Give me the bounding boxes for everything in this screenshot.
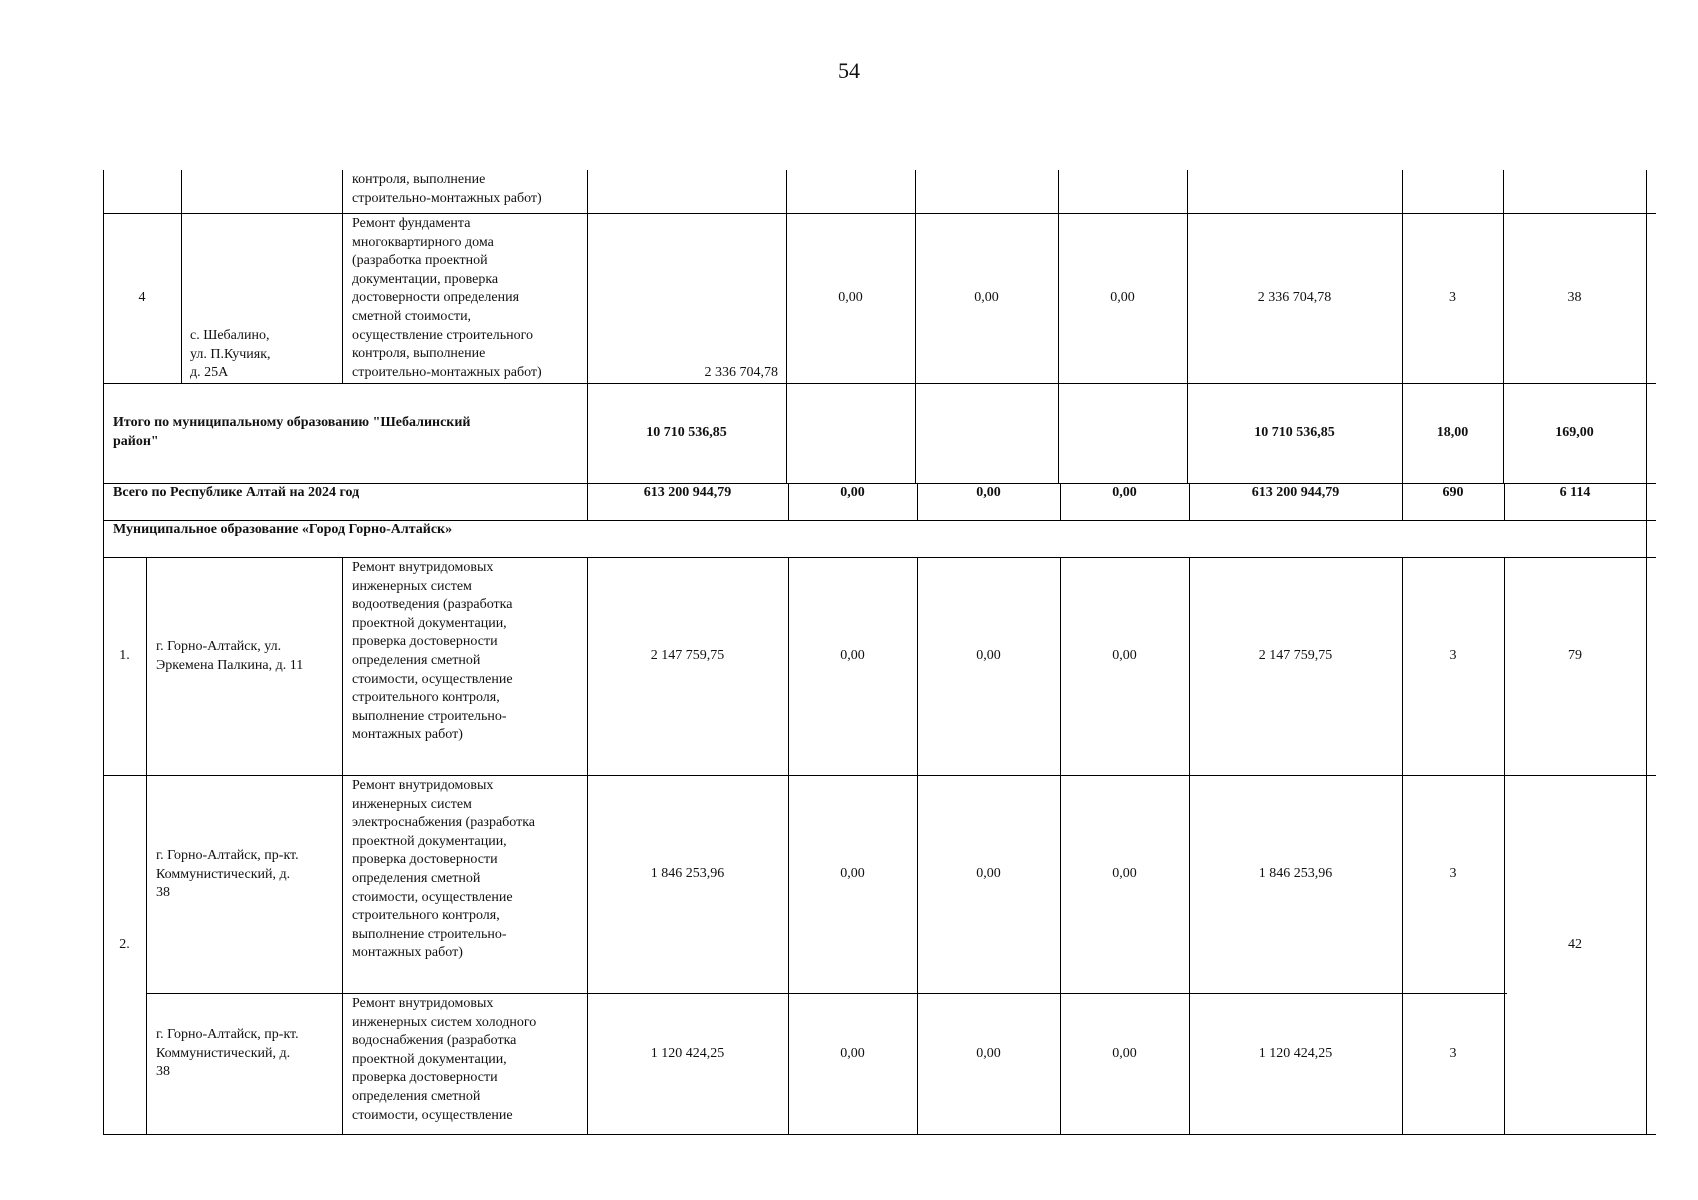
col-border: [103, 520, 104, 557]
col-border: [103, 483, 104, 520]
local-amount: 0,00: [1112, 1046, 1137, 1061]
fund-amount: 0,00: [840, 1046, 865, 1061]
grand-total-local: 0,00: [1112, 485, 1137, 500]
subtotal-term: 169,00: [1555, 425, 1594, 440]
row-border: [103, 383, 1656, 384]
work-description: контроля, выполнение строительно-монтажных работ): [352, 172, 542, 206]
republic-amount: 0,00: [974, 290, 999, 305]
col-border: [915, 170, 916, 483]
owners-amount: 2 147 759,75: [1258, 648, 1333, 663]
term-value: 38: [1567, 290, 1582, 305]
row-border: [103, 775, 1656, 776]
fund-amount: 0,00: [838, 290, 863, 305]
grand-total-cost: 613 200 944,79: [643, 485, 732, 500]
col-border: [103, 170, 104, 483]
row-border: [103, 557, 1656, 558]
work-description: Ремонт внутридомовых инженерных систем водоотведения (разработка проектной документации, проверка достоверности определения сметной стоимости, осуществление строительного контроля, выполнение строительно- монтажных работ): [352, 560, 513, 743]
municipality-heading: Муниципальное образование «Город Горно-Алтайск»: [113, 522, 453, 537]
table-bottom-border: [103, 1134, 1656, 1135]
address: г. Горно-Алтайск, пр-кт. Коммунистический, д. 38: [156, 848, 299, 901]
grand-total-label: Всего по Республике Алтай на 2024 год: [113, 485, 360, 500]
republic-amount: 0,00: [976, 1046, 1001, 1061]
term-value: 42: [1568, 937, 1582, 952]
term-value: 79: [1568, 648, 1582, 663]
address: г. Горно-Алтайск, пр-кт. Коммунистический, д. 38: [156, 1027, 299, 1080]
republic-amount: 0,00: [976, 648, 1001, 663]
work-description: Ремонт внутридомовых инженерных систем электроснабжения (разработка проектной документации, проверка достоверности определения сметной стоимости, осуществление строительного контроля, выполнение строительно- монтажных работ): [352, 778, 536, 961]
subtotal-total: 10 710 536,85: [646, 425, 727, 440]
local-amount: 0,00: [1112, 866, 1137, 881]
col-border: [342, 170, 343, 383]
total-cost: 2 336 704,78: [704, 365, 778, 380]
row-number: 4: [138, 290, 146, 305]
owners-amount: 2 336 704,78: [1257, 290, 1332, 305]
address: г. Горно-Алтайск, ул. Эркемена Палкина, д. 11: [156, 639, 304, 673]
grand-total-year: 690: [1442, 485, 1464, 500]
year-count: 3: [1449, 1046, 1457, 1061]
year-count: 3: [1449, 866, 1457, 881]
col-border: [181, 170, 182, 383]
subtotal-year: 18,00: [1436, 425, 1469, 440]
col-border: [1504, 557, 1505, 1134]
row-border: [146, 993, 1507, 994]
col-border: [1646, 520, 1647, 557]
fund-amount: 0,00: [840, 648, 865, 663]
grand-total-republic: 0,00: [976, 485, 1001, 500]
subtotal-label: Итого по муниципальному образованию "Шебалинский район": [113, 415, 471, 449]
local-amount: 0,00: [1112, 648, 1137, 663]
owners-amount: 1 120 424,25: [1258, 1046, 1333, 1061]
year-count: 3: [1449, 290, 1456, 305]
grand-total-fund: 0,00: [840, 485, 865, 500]
owners-amount: 1 846 253,96: [1258, 866, 1333, 881]
grand-total-term: 6 114: [1559, 485, 1591, 500]
republic-amount: 0,00: [976, 866, 1001, 881]
total-cost: 1 120 424,25: [650, 1046, 725, 1061]
year-count: 3: [1449, 648, 1457, 663]
col-border: [342, 557, 343, 1134]
total-cost: 2 147 759,75: [650, 648, 725, 663]
col-border: [1646, 483, 1647, 520]
row-number: 1.: [119, 648, 130, 663]
total-cost: 1 846 253,96: [650, 866, 725, 881]
grand-total-owners: 613 200 944,79: [1251, 485, 1340, 500]
col-border: [146, 557, 147, 1134]
work-description: Ремонт внутридомовых инженерных систем холодного водоснабжения (разработка проектной документации, проверка достоверности определения сметной стоимости, осуществление: [352, 996, 537, 1123]
page-number: 54: [838, 58, 860, 83]
col-border: [1058, 170, 1059, 483]
col-border: [1646, 170, 1647, 483]
col-border: [103, 557, 104, 1134]
local-amount: 0,00: [1110, 290, 1135, 305]
subtotal-owners: 10 710 536,85: [1254, 425, 1335, 440]
row-number: 2.: [119, 937, 130, 952]
col-border: [786, 170, 787, 483]
work-description: Ремонт фундамента многоквартирного дома (разработка проектной документации, проверка достоверности определения сметной стоимости, осуществление строительного контроля, выполнение строительно-монтажных работ): [352, 216, 542, 380]
col-border: [1646, 557, 1647, 1134]
row-border: [103, 213, 1656, 214]
fund-amount: 0,00: [840, 866, 865, 881]
address: с. Шебалино, ул. П.Кучияк, д. 25А: [190, 328, 271, 381]
